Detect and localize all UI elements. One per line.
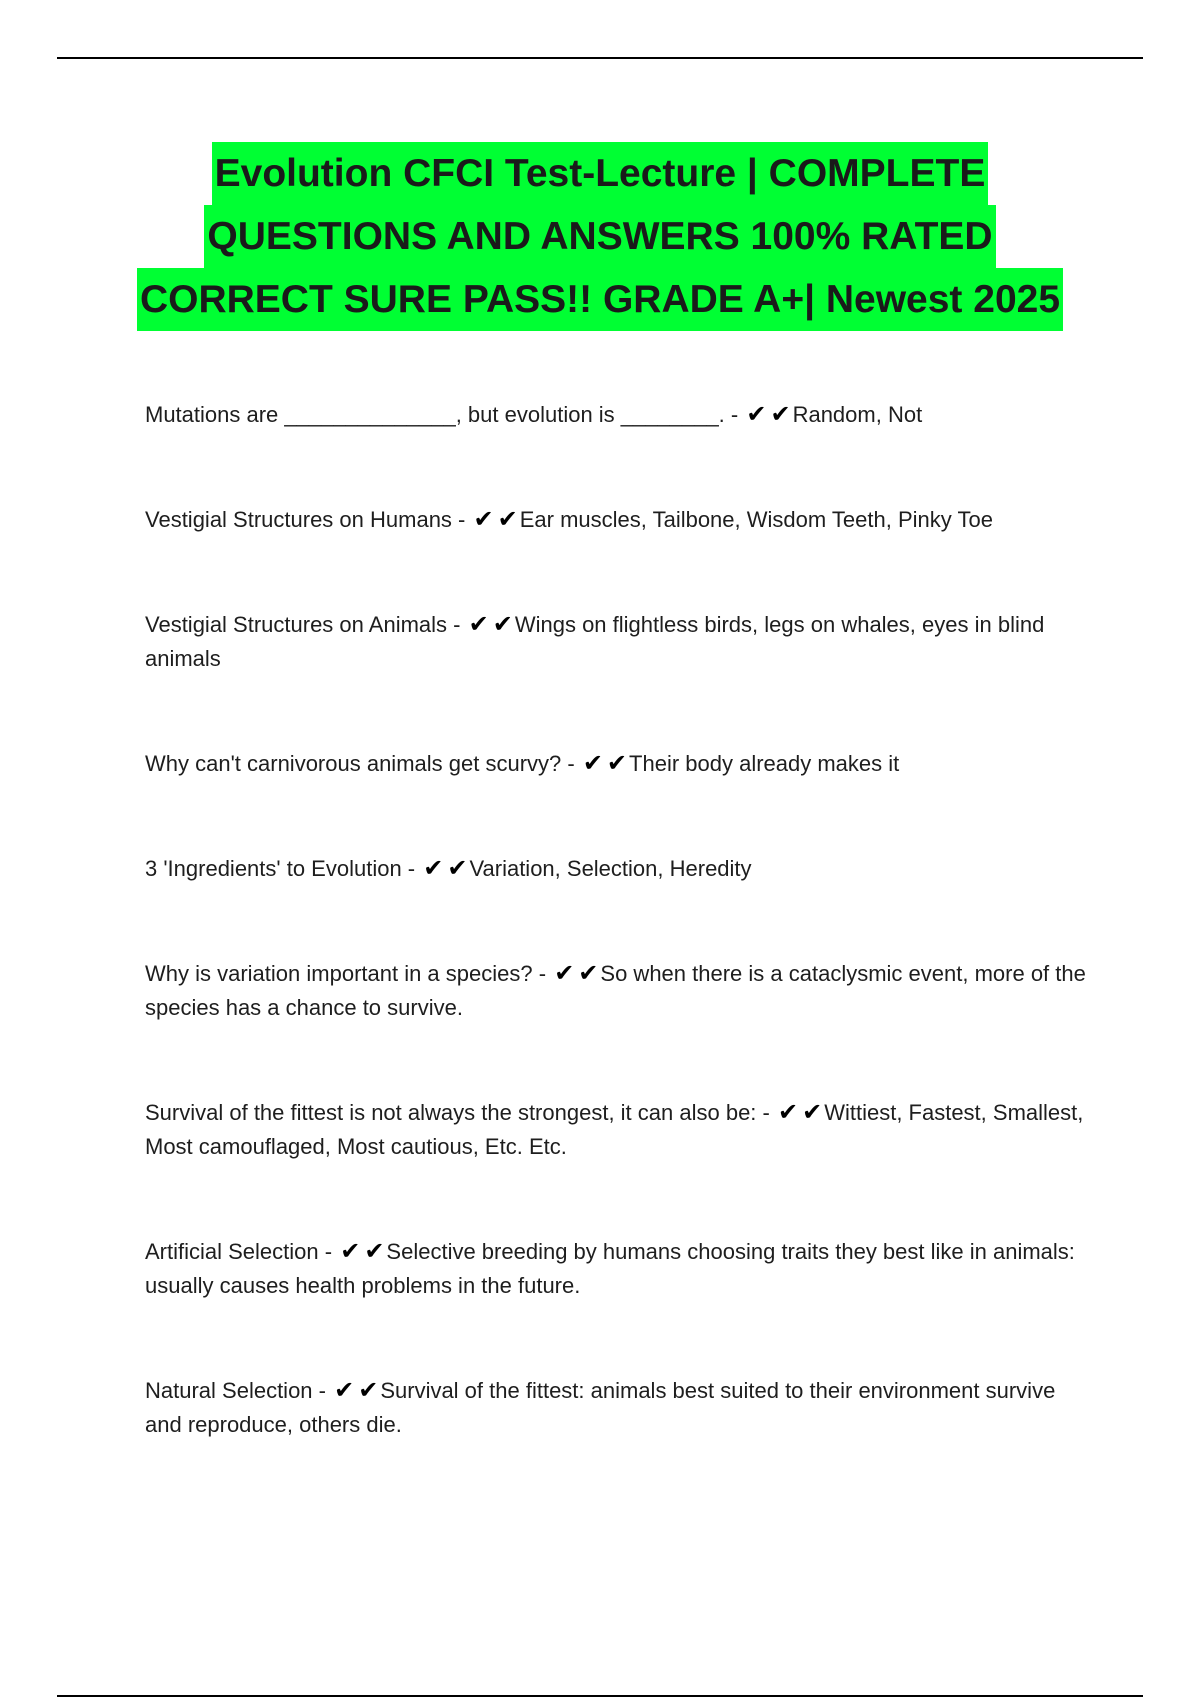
separator: - <box>561 751 581 776</box>
title-line-3: CORRECT SURE PASS!! GRADE A+| Newest 2025 <box>137 268 1063 331</box>
question-text: Artificial Selection <box>145 1239 319 1264</box>
check-mark-icon: ✔ <box>423 854 444 882</box>
top-divider <box>57 57 1143 59</box>
qa-item <box>145 852 1090 886</box>
question-text: Vestigial Structures on Animals <box>145 612 448 637</box>
question-text: Why can't carnivorous animals get scurvy? <box>145 751 562 776</box>
check-mark-icon: ✔ <box>746 400 767 428</box>
check-mark-icon: ✔ <box>468 610 489 638</box>
separator: - <box>724 402 745 427</box>
answer-text: Wittiest, Fastest, Smallest, Most camouflaged, Most cautious, Etc. Etc. <box>145 1100 1084 1159</box>
check-mark-icon: ✔ <box>770 400 791 428</box>
check-mark-icon: ✔ <box>364 1237 385 1265</box>
separator: - <box>312 1378 333 1403</box>
qa-item <box>145 1374 1090 1442</box>
answer-text: Random, Not <box>792 402 923 427</box>
separator: - <box>318 1239 339 1264</box>
separator: - <box>532 961 553 986</box>
check-mark-icon: ✔ <box>802 1098 823 1126</box>
answer-text: Ear muscles, Tailbone, Wisdom Teeth, Pinky Toe <box>519 507 993 532</box>
separator: - <box>401 856 422 881</box>
qa-item <box>145 747 1090 781</box>
check-mark-icon: ✔ <box>606 749 628 777</box>
qa-item <box>145 957 1090 1025</box>
check-mark-icon: ✔ <box>473 505 494 533</box>
answer-text: So when there is a cataclysmic event, more of the species has a chance to survive. <box>145 961 1086 1020</box>
check-mark-icon: ✔ <box>447 854 468 882</box>
separator: - <box>447 612 467 637</box>
check-mark-icon: ✔ <box>777 1098 799 1126</box>
check-mark-icon: ✔ <box>497 505 518 533</box>
question-text: Mutations are ______________, but evolution is ________. <box>145 402 725 427</box>
check-mark-icon: ✔ <box>334 1376 355 1404</box>
qa-item <box>145 398 1090 432</box>
answer-text: Selective breeding by humans choosing traits they best like in animals: usually causes health problems in the future. <box>145 1239 1075 1298</box>
check-mark-icon: ✔ <box>578 959 599 987</box>
bottom-divider <box>57 1695 1143 1697</box>
question-text: Survival of the fittest is not always the strongest, it can also be: <box>145 1100 757 1125</box>
title-line-2: QUESTIONS AND ANSWERS 100% RATED <box>204 205 995 268</box>
title-line-1: Evolution CFCI Test-Lecture | COMPLETE <box>212 142 989 205</box>
document-title <box>80 142 1120 331</box>
qa-list <box>145 398 1090 1442</box>
qa-item <box>145 608 1090 676</box>
qa-item <box>145 1096 1090 1164</box>
answer-text: Wings on flightless birds, legs on whales, eyes in blind animals <box>145 612 1045 671</box>
question-text: 3 'Ingredients' to Evolution <box>145 856 402 881</box>
check-mark-icon: ✔ <box>358 1376 379 1404</box>
answer-text: Their body already makes it <box>629 751 900 776</box>
check-mark-icon: ✔ <box>554 959 575 987</box>
question-text: Why is variation important in a species? <box>145 961 533 986</box>
check-mark-icon: ✔ <box>582 749 603 777</box>
separator: - <box>451 507 472 532</box>
question-text: Vestigial Structures on Humans <box>145 507 452 532</box>
qa-item <box>145 1235 1090 1303</box>
answer-text: Survival of the fittest: animals best suited to their environment survive and reproduce, others die. <box>145 1378 1056 1437</box>
check-mark-icon: ✔ <box>492 610 513 638</box>
question-text: Natural Selection <box>145 1378 313 1403</box>
qa-item <box>145 503 1090 537</box>
answer-text: Variation, Selection, Heredity <box>469 856 752 881</box>
separator: - <box>756 1100 776 1125</box>
check-mark-icon: ✔ <box>340 1237 361 1265</box>
